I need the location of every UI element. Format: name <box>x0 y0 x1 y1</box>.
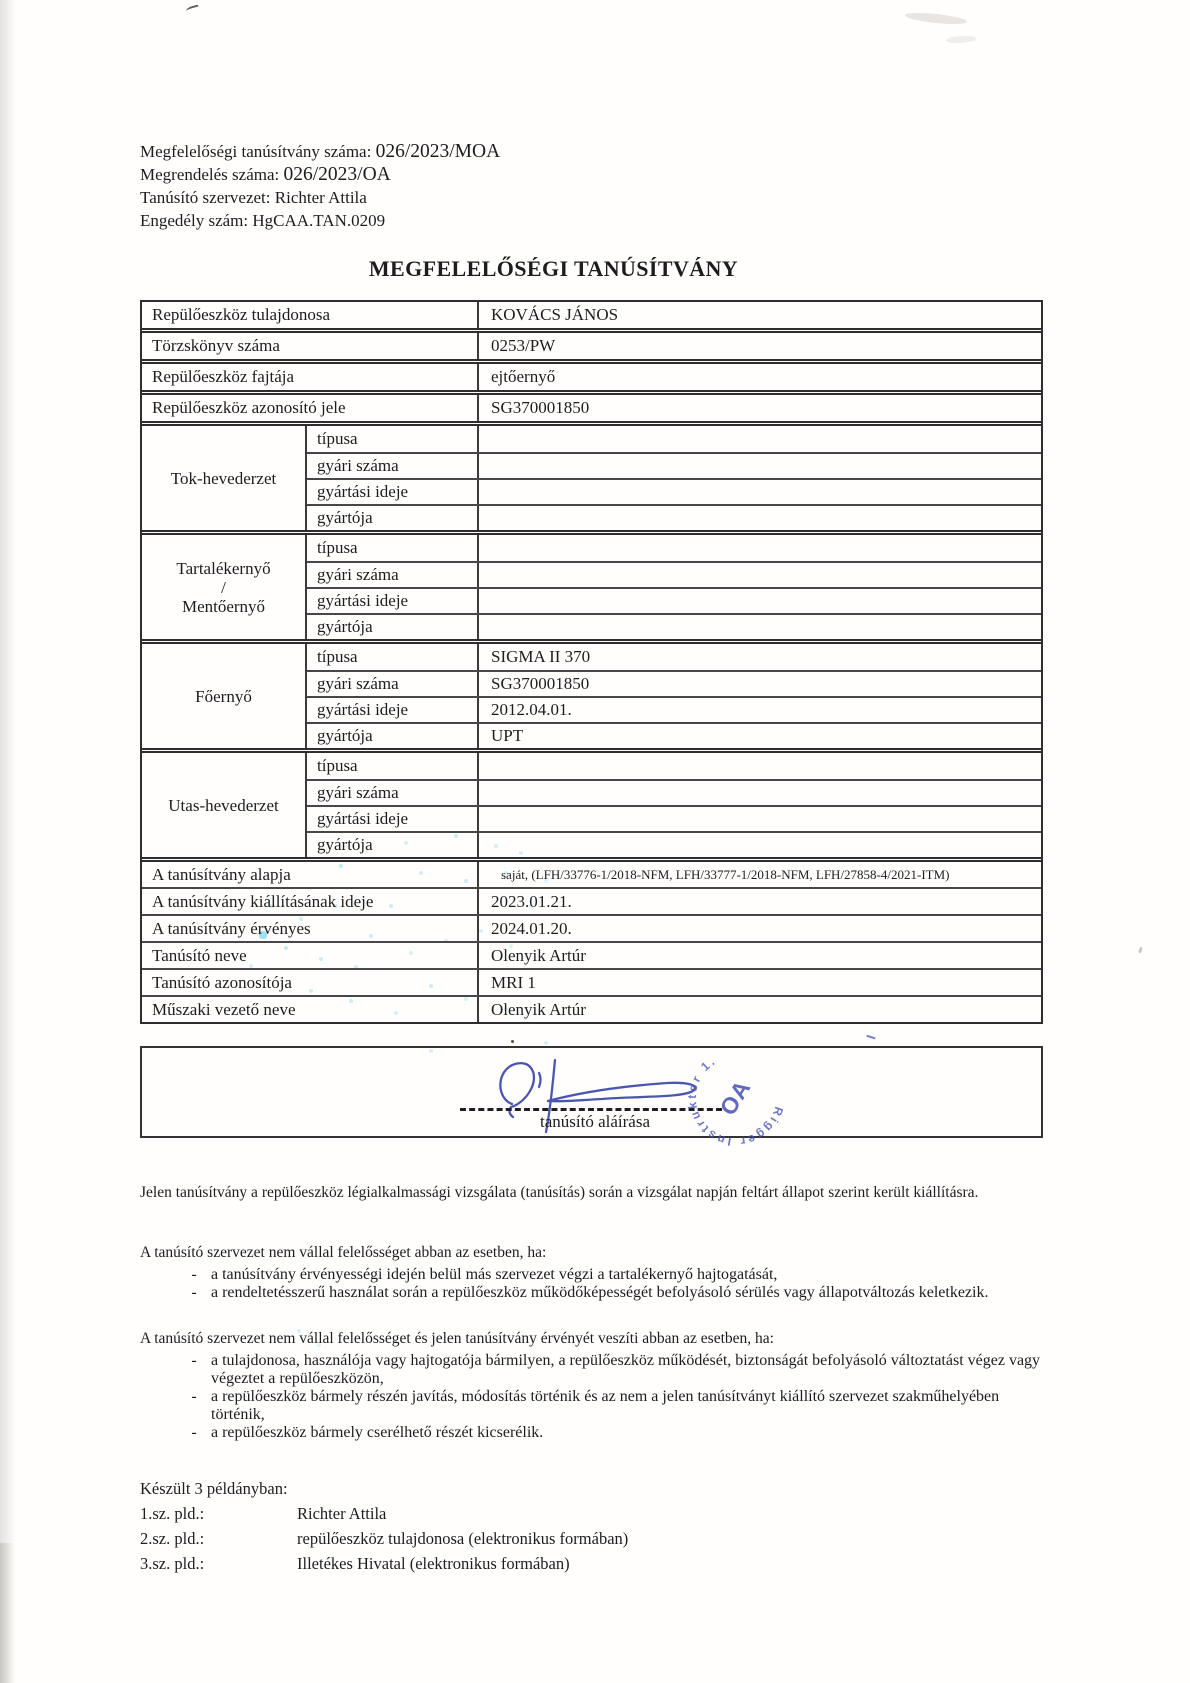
group-name-text: Tartalékernyő <box>176 558 271 578</box>
scan-smudge <box>905 11 968 26</box>
certifier-org-value: Richter Attila <box>274 188 367 207</box>
row-label: típusa <box>307 535 479 561</box>
table-row <box>142 914 1041 941</box>
table-row <box>307 535 1041 561</box>
table-row <box>307 805 1041 831</box>
paragraph-issued-statement: Jelen tanúsítvány a repülőeszköz légialkalmassági vizsgálata (tanúsítás) során a vizsgálat napján feltárt állapot szerint került kiállításra. <box>140 1184 979 1201</box>
row-label: Repülőeszköz fajtája <box>142 364 479 390</box>
row-label: Tanúsító neve <box>142 943 479 968</box>
list-item <box>140 1388 1045 1424</box>
list-item <box>140 1284 1045 1302</box>
certifier-org-label: Tanúsító szervezet: <box>140 188 271 207</box>
row-value <box>479 563 1041 587</box>
document-header <box>140 140 1043 232</box>
row-value: MRI 1 <box>491 972 536 992</box>
group-name-text: Főernyő <box>195 686 252 706</box>
list-item <box>140 1352 1045 1388</box>
group-subrows <box>307 535 1041 639</box>
table-row <box>142 968 1041 995</box>
row-value: Olenyik Artúr <box>491 945 586 965</box>
scan-speckles <box>0 0 2 2</box>
group-name <box>142 753 307 857</box>
row-label: Műszaki vezető neve <box>142 997 479 1022</box>
row-value: SG370001850 <box>491 674 590 693</box>
order-number-value: 026/2023/OA <box>283 164 391 185</box>
group-subrows <box>307 753 1041 857</box>
row-label: gyári száma <box>307 454 479 478</box>
row-value: saját, (LFH/33776-1/2018-NFM, LFH/33777-1/2018-NFM, LFH/27858-4/2021-ITM) <box>501 866 950 882</box>
table-row <box>142 328 1041 359</box>
row-label: gyári száma <box>307 781 479 805</box>
order-number-line <box>140 163 1043 186</box>
row-value: 2012.04.01. <box>491 700 572 719</box>
copies-section <box>140 1476 1043 1576</box>
certificate-number-line <box>140 140 1043 163</box>
table-row <box>307 753 1041 779</box>
table-row <box>307 696 1041 722</box>
stamp-center-text: OA <box>714 1075 756 1120</box>
bullet-text: a tulajdonosa, használója vagy hajtogatója bármilyen, a repülőeszköz működését, biztonságát befolyásoló változtatást végez vagy végeztet a repülőeszközön, <box>211 1352 1041 1387</box>
copy-value: Richter Attila <box>297 1504 387 1523</box>
group-name <box>142 426 307 530</box>
paragraph-intro: A tanúsító szervezet nem vállal felelősséget és jelen tanúsítvány érvényét veszíti abban az esetben, ha: <box>140 1330 774 1347</box>
table-row <box>307 426 1041 452</box>
list-item <box>140 1424 1045 1442</box>
table-row <box>307 478 1041 504</box>
group-name-text: Tok-hevederzet <box>170 468 277 488</box>
row-label: Repülőeszköz tulajdonosa <box>142 302 479 328</box>
document-content <box>140 140 1043 1576</box>
group-name <box>142 644 307 748</box>
certifier-org-line <box>140 186 1043 209</box>
row-value <box>479 807 1041 831</box>
table-group-harness-container <box>142 421 1041 530</box>
paragraph-liability-2 <box>140 1328 1043 1442</box>
permit-number-value: HgCAA.TAN.0209 <box>252 211 386 230</box>
list-item <box>140 1526 1043 1551</box>
list-item <box>140 1501 1043 1526</box>
group-name-text: Mentőernyő <box>181 596 266 616</box>
row-value <box>479 506 1041 530</box>
row-label: A tanúsítvány kiállításának ideje <box>142 889 479 914</box>
table-group-passenger-harness <box>142 748 1041 857</box>
permit-number-line <box>140 209 1043 232</box>
row-value: Olenyik Artúr <box>491 999 586 1019</box>
row-label: gyártási ideje <box>307 698 479 722</box>
row-label: gyártási ideje <box>307 480 479 504</box>
table-row <box>307 779 1041 805</box>
row-label: gyártási ideje <box>307 589 479 613</box>
signature-box <box>140 1046 1043 1150</box>
bullet-dash: - <box>191 1284 197 1301</box>
scan-edge-shadow <box>0 0 16 1683</box>
row-label: A tanúsítvány alapja <box>142 862 479 887</box>
group-subrows <box>307 426 1041 530</box>
group-subrows <box>307 644 1041 748</box>
row-label: típusa <box>307 426 479 452</box>
order-number-label: Megrendelés száma: <box>140 165 280 184</box>
table-row <box>142 941 1041 968</box>
copy-value: Illetékes Hivatal (elektronikus formában) <box>297 1554 570 1573</box>
copy-label: 2.sz. pld.: <box>140 1529 205 1548</box>
table-row <box>142 390 1041 421</box>
row-label: gyári száma <box>307 672 479 696</box>
row-value <box>479 535 1041 561</box>
page-title: MEGFELELŐSÉGI TANÚSÍTVÁNY <box>368 256 739 281</box>
table-row <box>142 302 1041 328</box>
row-label: gyártója <box>307 724 479 748</box>
bullet-dash: - <box>191 1388 197 1405</box>
row-value <box>479 454 1041 478</box>
group-name-text: Utas-hevederzet <box>168 795 279 815</box>
row-label: Tanúsító azonosítója <box>142 970 479 995</box>
list-item <box>140 1266 1045 1284</box>
paragraph-intro: A tanúsító szervezet nem vállal felelősséget abban az esetben, ha: <box>140 1244 547 1261</box>
table-row <box>142 995 1041 1022</box>
row-value: SIGMA II 370 <box>491 647 591 666</box>
row-label: Repülőeszköz azonosító jele <box>142 395 479 421</box>
scan-corner-shadow <box>0 1543 14 1683</box>
group-name-text: / <box>221 577 226 597</box>
paragraph-liability-1 <box>140 1242 1043 1302</box>
copies-heading: Készült 3 példányban: <box>140 1479 288 1498</box>
permit-number-label: Engedély szám: <box>140 211 249 230</box>
row-label: gyártója <box>307 506 479 530</box>
table-row <box>307 722 1041 748</box>
row-label: A tanúsítvány érvényes <box>142 916 479 941</box>
bullet-dash: - <box>191 1424 197 1441</box>
certificate-table <box>140 300 1043 1024</box>
copy-label: 3.sz. pld.: <box>140 1554 205 1573</box>
bullet-text: a rendeltetésszerű használat során a repülőeszköz működőképességét befolyásoló sérülés vagy állapotváltozás keletkezik. <box>211 1284 989 1301</box>
table-group-reserve-canopy <box>142 530 1041 639</box>
row-value: SG370001850 <box>491 398 590 417</box>
table-row <box>307 452 1041 478</box>
bullet-dash: - <box>191 1266 197 1283</box>
bullet-dash: - <box>191 1352 197 1369</box>
row-value: ejtőernyő <box>491 367 556 386</box>
copy-value: repülőeszköz tulajdonosa (elektronikus formában) <box>297 1529 629 1548</box>
table-row <box>307 670 1041 696</box>
scan-smudge <box>946 35 976 44</box>
table-row <box>142 887 1041 914</box>
row-label: gyári száma <box>307 563 479 587</box>
list-item <box>140 1551 1043 1576</box>
row-value: UPT <box>491 726 524 745</box>
table-row <box>142 359 1041 390</box>
table-row <box>307 613 1041 639</box>
row-value: 2024.01.20. <box>491 918 572 938</box>
row-value <box>479 426 1041 452</box>
bullet-text: a tanúsítvány érvényességi idején belül más szervezet végzi a tartalékernyő hajtogatását, <box>211 1266 778 1283</box>
row-value: 2023.01.21. <box>491 891 572 911</box>
row-value <box>479 480 1041 504</box>
row-label: Törzskönyv száma <box>142 333 479 359</box>
table-row <box>307 561 1041 587</box>
row-label: gyártója <box>307 615 479 639</box>
certificate-number-value: 026/2023/MOA <box>375 141 501 162</box>
row-label: gyártási ideje <box>307 807 479 831</box>
table-row <box>142 857 1041 887</box>
row-label: típusa <box>307 753 479 779</box>
table-row <box>307 831 1041 857</box>
row-value <box>479 753 1041 779</box>
table-row <box>307 587 1041 613</box>
row-value: 0253/PW <box>491 336 556 355</box>
row-value <box>479 589 1041 613</box>
bullet-list <box>140 1266 1043 1302</box>
row-value <box>479 833 1041 857</box>
group-name <box>142 535 307 639</box>
scan-speck <box>1138 947 1143 954</box>
table-row <box>307 504 1041 530</box>
certificate-number-label: Megfelelőségi tanúsítvány száma: <box>140 142 372 161</box>
bullet-text: a repülőeszköz bármely részén javítás, módosítás történik és az nem a jelen tanúsítványt kiállító szervezet szakműhelyében történik, <box>211 1388 1000 1423</box>
row-label: gyártója <box>307 833 479 857</box>
table-row <box>307 644 1041 670</box>
row-label: típusa <box>307 644 479 670</box>
round-stamp <box>668 1030 804 1166</box>
row-value <box>479 615 1041 639</box>
row-value: KOVÁCS JÁNOS <box>491 305 619 324</box>
pen-stray-mark <box>185 5 199 14</box>
table-group-main-canopy <box>142 639 1041 748</box>
stamp-ring-text: Rigger Instruktor 1. <box>684 1053 786 1150</box>
bullet-list <box>140 1352 1043 1442</box>
row-value <box>479 781 1041 805</box>
signature-caption: tanúsító aláírása <box>540 1112 650 1131</box>
copy-label: 1.sz. pld.: <box>140 1504 205 1523</box>
bullet-text: a repülőeszköz bármely cserélhető részét kicserélik. <box>211 1424 544 1441</box>
